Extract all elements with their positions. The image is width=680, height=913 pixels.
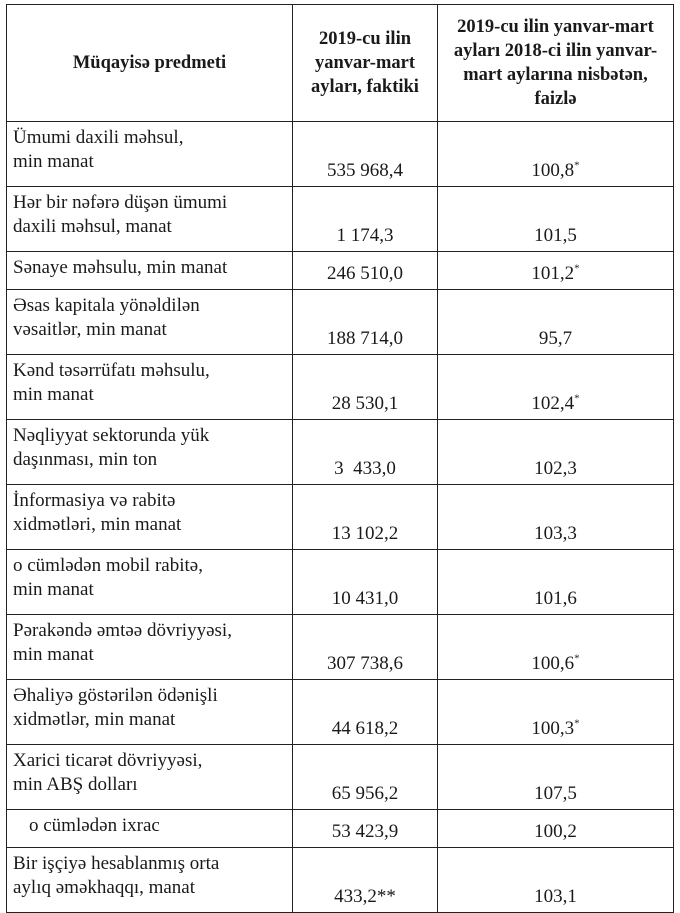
row-label xyxy=(7,550,293,615)
actual-value-text: 65 956,2 xyxy=(331,783,399,804)
table-row xyxy=(7,745,674,810)
footnote-marker: * xyxy=(574,392,580,405)
table-row xyxy=(7,252,674,290)
row-label-line-2: min manat xyxy=(13,151,94,172)
row-label-line-1: Əhaliyə göstərilən ödənişli xyxy=(13,685,218,706)
row-label-line-2: xidmətləri, min manat xyxy=(13,514,182,535)
actual-value-text: 307 738,6 xyxy=(327,653,403,674)
percent-value-text: 101,6 xyxy=(534,588,577,609)
row-actual-value xyxy=(293,485,438,550)
percent-value-text: 100,2 xyxy=(534,821,577,842)
row-label-line-2: xidmətlər, min manat xyxy=(13,709,176,730)
footnote-marker: * xyxy=(574,717,580,730)
row-label-line-1: Xarici ticarət dövriyyəsi, xyxy=(13,750,203,771)
percent-value-text: 103,3 xyxy=(534,523,577,544)
row-label xyxy=(7,122,293,187)
row-percent-value xyxy=(438,848,674,913)
row-label xyxy=(7,745,293,810)
actual-value-text: 433,2** xyxy=(334,886,396,907)
row-percent-value xyxy=(438,485,674,550)
row-label-line-1: o cümlədən ixrac xyxy=(29,815,160,836)
row-label xyxy=(7,420,293,485)
header-percent: 2019-cu ilin yanvar-mart ayları 2018-ci ilin yanvar-mart aylarına nisbətən, faizlə xyxy=(438,5,674,122)
row-label-line-1: Əsas kapitala yönəldilən xyxy=(13,295,200,316)
row-label xyxy=(7,355,293,420)
percent-value-text: 102,3 xyxy=(534,458,577,479)
actual-value-text: 188 714,0 xyxy=(327,328,403,349)
table-row xyxy=(7,187,674,252)
row-percent-value xyxy=(438,355,674,420)
row-percent-value xyxy=(438,550,674,615)
actual-value-text: 535 968,4 xyxy=(327,160,403,181)
row-actual-value xyxy=(293,420,438,485)
header-actual: 2019-cu ilin yanvar-mart ayları, faktiki xyxy=(293,5,438,122)
actual-value-text: 28 530,1 xyxy=(331,393,399,414)
row-actual-value xyxy=(293,680,438,745)
row-actual-value xyxy=(293,252,438,290)
table-row xyxy=(7,355,674,420)
row-percent-value xyxy=(438,745,674,810)
percent-value-text: 107,5 xyxy=(534,783,577,804)
row-label xyxy=(7,680,293,745)
row-actual-value xyxy=(293,745,438,810)
percent-value-text: 100,3 xyxy=(531,718,575,739)
row-label xyxy=(7,290,293,355)
row-label-line-2: daxili məhsul, manat xyxy=(13,216,172,237)
row-label-line-2: vəsaitlər, min manat xyxy=(13,319,167,340)
table-body xyxy=(7,122,674,913)
row-label-line-1: Kənd təsərrüfatı məhsulu, xyxy=(13,360,210,381)
table-row xyxy=(7,290,674,355)
row-label-line-1: Ümumi daxili məhsul, xyxy=(13,127,184,148)
table-row xyxy=(7,615,674,680)
row-label xyxy=(7,848,293,913)
row-label-line-1: o cümlədən mobil rabitə, xyxy=(13,555,203,576)
row-label-line-2: daşınması, min ton xyxy=(13,449,158,470)
row-percent-value xyxy=(438,810,674,848)
row-label-line-2: min manat xyxy=(13,644,94,665)
percent-value-text: 102,4 xyxy=(531,393,575,414)
table-row xyxy=(7,680,674,745)
row-actual-value xyxy=(293,848,438,913)
row-actual-value xyxy=(293,290,438,355)
actual-value-text: 10 431,0 xyxy=(331,588,399,609)
footnote-marker: * xyxy=(574,652,580,665)
row-label-line-2: min manat xyxy=(13,579,94,600)
table-row xyxy=(7,550,674,615)
row-label-line-1: Sənaye məhsulu, min manat xyxy=(13,257,228,278)
row-percent-value xyxy=(438,187,674,252)
row-actual-value xyxy=(293,810,438,848)
row-label-line-1: İnformasiya və rabitə xyxy=(13,490,176,511)
row-percent-value xyxy=(438,615,674,680)
row-label xyxy=(7,810,293,848)
row-percent-value xyxy=(438,680,674,745)
statistics-table xyxy=(6,4,674,913)
statistics-table-container xyxy=(6,4,673,913)
footnote-marker: * xyxy=(574,159,580,172)
percent-value-text: 95,7 xyxy=(538,328,573,349)
row-label-line-1: Pərakəndə əmtəə dövriyyəsi, xyxy=(13,620,232,641)
actual-value-text: 13 102,2 xyxy=(331,523,399,544)
row-label-line-2: min manat xyxy=(13,384,94,405)
percent-value-text: 100,8 xyxy=(531,160,575,181)
table-row xyxy=(7,810,674,848)
row-actual-value xyxy=(293,355,438,420)
actual-value-text: 246 510,0 xyxy=(327,263,403,284)
row-actual-value xyxy=(293,615,438,680)
row-percent-value xyxy=(438,252,674,290)
table-row xyxy=(7,420,674,485)
row-label-line-1: Nəqliyyat sektorunda yük xyxy=(13,425,210,446)
row-label-line-2: aylıq əməkhaqqı, manat xyxy=(13,877,196,898)
row-label-line-2: min ABŞ dolları xyxy=(13,774,138,795)
actual-value-text: 1 174,3 xyxy=(336,225,394,246)
row-actual-value xyxy=(293,122,438,187)
row-label xyxy=(7,252,293,290)
table-row xyxy=(7,122,674,187)
row-actual-value xyxy=(293,187,438,252)
row-percent-value xyxy=(438,420,674,485)
row-label xyxy=(7,485,293,550)
actual-value-text: 53 423,9 xyxy=(331,821,399,842)
table-row xyxy=(7,485,674,550)
percent-value-text: 101,2 xyxy=(531,263,575,284)
actual-value-text: 44 618,2 xyxy=(331,718,399,739)
percent-value-text: 100,6 xyxy=(531,653,575,674)
percent-value-text: 101,5 xyxy=(534,225,577,246)
row-percent-value xyxy=(438,290,674,355)
footnote-marker: * xyxy=(574,262,580,275)
header-subject: Müqayisə predmeti xyxy=(7,5,293,122)
row-actual-value xyxy=(293,550,438,615)
table-header-row xyxy=(7,5,674,122)
percent-value-text: 103,1 xyxy=(534,886,577,907)
actual-value-text: 3 433,0 xyxy=(334,458,396,479)
row-percent-value xyxy=(438,122,674,187)
table-row xyxy=(7,848,674,913)
row-label xyxy=(7,187,293,252)
row-label xyxy=(7,615,293,680)
row-label-line-1: Hər bir nəfərə düşən ümumi xyxy=(13,192,228,213)
row-label-line-1: Bir işçiyə hesablanmış orta xyxy=(13,853,220,874)
